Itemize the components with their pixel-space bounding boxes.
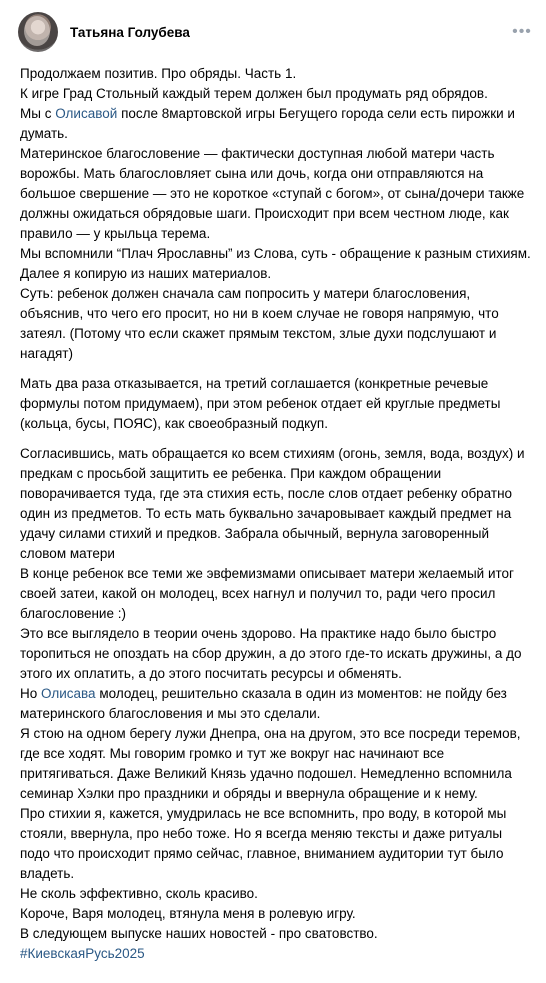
post-paragraph: В конце ребенок все теми же эвфемизмами описывает матери желаемый итог своей затеи, какой он молодец, всех нагнул и получил то, ради чего просил благословение :): [20, 566, 514, 621]
post-paragraph: Короче, Варя молодец, втянула меня в ролевую игру.: [20, 906, 356, 921]
post-paragraph: Материнское благословение — фактически доступная любой матери часть ворожбы. Мать благословляет сына или дочь, когда они отправляются на большое свершение — это не короткое «ступай с богом», от сына/дочери также должны ожидаться обрядовые шаги. Происходит при всем честном люде, как правило — у крыльца терема.: [20, 146, 525, 241]
post-paragraph: В следующем выпуске наших новостей - про сватовство.: [20, 926, 378, 941]
mention-link[interactable]: Олисавой: [55, 106, 118, 121]
post-text: [20, 64, 532, 964]
paragraph-text: молодец, решительно сказала в один из моментов: не пойду без материнского благословения и мы это сделали.: [20, 686, 507, 721]
paragraph-text: после 8мартовской игры Бегущего города сели есть пирожки и думать.: [20, 106, 515, 141]
paragraph-text: Но: [20, 686, 42, 701]
post-paragraph: [20, 104, 532, 144]
post-paragraph: К игре Град Стольный каждый терем должен был продумать ряд обрядов.: [20, 86, 488, 101]
post-paragraph: Суть: ребенок должен сначала сам попросить у матери благословения, объяснив, что чего его просит, но ни в коем случае не говоря напрямую, что затеял. (Потому что если скажет прямым текстом, злые духи подслушают и нагадят): [20, 286, 499, 361]
author-name[interactable]: Татьяна Голубева: [70, 24, 190, 40]
paragraph-gap: [20, 364, 532, 374]
post-paragraph: Продолжаем позитив. Про обряды. Часть 1.: [20, 66, 297, 81]
post-paragraph: Мать два раза отказывается, на третий соглашается (конкретные речевые формулы потом придумаем), при этом ребенок отдает ей круглые предметы (кольца, бусы, ПОЯС), как своеобразный подкуп.: [20, 376, 501, 431]
post-paragraph: Согласившись, мать обращается ко всем стихиям (огонь, земля, вода, воздух) и предкам с просьбой защитить ее ребенка. При каждом обращении поворачивается туда, где эта стихия есть, после слов отдает ребенку обратно один из предметов. То есть мать буквально зачаровывает каждый предмет на удачу силами стихий и предков. Забрала обычный, вернула заговоренный словом матери: [20, 446, 525, 561]
more-horizontal-icon[interactable]: •••: [512, 23, 532, 40]
post-paragraph: Не сколь эффективно, сколь красиво.: [20, 886, 258, 901]
post-paragraph: Про стихии я, кажется, умудрилась не все вспомнить, про воду, в которой мы стояли, ввернула, про небо тоже. Но я всегда меняю тексты и даже ритуалы подо что происходит прямо сейчас, главное, вниманием аудитории тут было владеть.: [20, 806, 507, 881]
post-paragraph: [20, 684, 532, 724]
mention-link[interactable]: Олисава: [41, 686, 96, 701]
post-header: [18, 10, 532, 54]
paragraph-gap: [20, 434, 532, 444]
post-paragraph: Это все выглядело в теории очень здорово. На практике надо было быстро торопиться не опоздать на сбор дружин, а до этого где-то искать дружины, а до этого их оплатить, а до этого посчитать ресурсы и обменять.: [20, 626, 522, 681]
post-paragraph: Я стою на одном берегу лужи Днепра, она на другом, это все посреди теремов, где все ходят. Мы говорим громко и тут же вокруг нас начинают все притягиваться. Даже Великий Князь удачно подошел. Немедленно вспомнила семинар Хэлки про праздники и обряды и ввернула обращение и к нему.: [20, 726, 521, 801]
avatar[interactable]: [18, 12, 58, 52]
paragraph-text: Мы с: [20, 106, 56, 121]
post-paragraph: Мы вспомнили “Плач Ярославны” из Слова, суть - обращение к разным стихиям. Далее я копирую из наших материалов.: [20, 246, 531, 281]
hashtag-link[interactable]: #КиевскаяРусь2025: [20, 946, 145, 961]
